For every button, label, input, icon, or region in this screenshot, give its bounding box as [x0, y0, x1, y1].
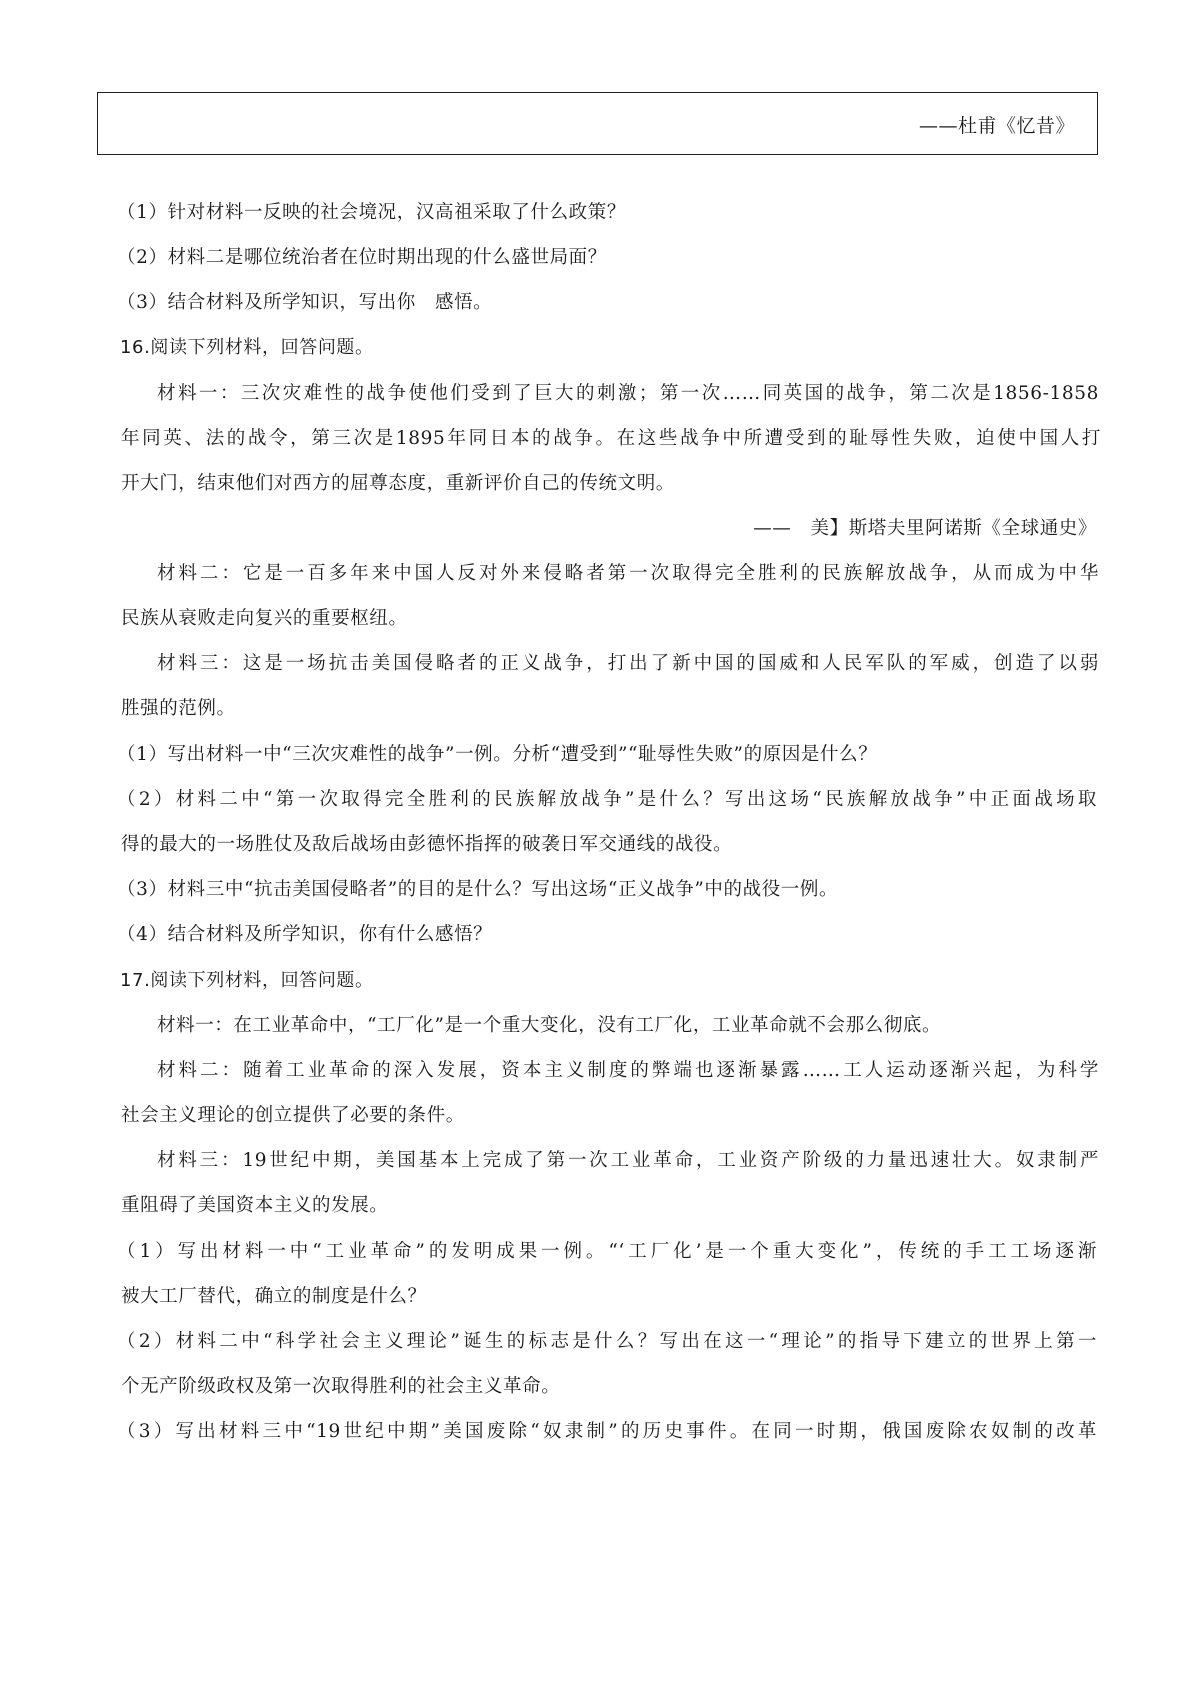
- q16-sub4: （4）结合材料及所学知识，你有什么感悟？: [117, 924, 493, 945]
- q17-material1: 材料一：在工业革命中，“工厂化”是一个重大变化，没有工厂化，工业革命就不会那么彻底。: [157, 1015, 942, 1036]
- q16-material1-line3: 开大门，结束他们对西方的屈尊态度，重新评价自己的传统文明。: [121, 473, 675, 494]
- q17-material2-line2: 社会主义理论的创立提供了必要的条件。: [121, 1105, 465, 1126]
- q17-material3-line2: 重阻碍了美国资本主义的发展。: [121, 1195, 389, 1216]
- q17-material3-line1: 材料三：19世纪中期，美国基本上完成了第一次工业革命，工业资产阶级的力量迅速壮大。奴隶制严: [157, 1150, 1099, 1171]
- q16-material1-line1: 材料一：三次灾难性的战争使他们受到了巨大的刺激；第一次……同英国的战争，第二次是1856-1858: [157, 383, 1099, 404]
- q16-material2-line2: 民族从衰败走向复兴的重要枢纽。: [121, 608, 408, 629]
- box-source-citation: ——杜甫《忆昔》: [918, 115, 1075, 137]
- q16-material2-line1: 材料二：它是一百多年来中国人反对外来侵略者第一次取得完全胜利的民族解放战争，从而成为中华: [157, 563, 1099, 584]
- q16-sub1: （1）写出材料一中“三次灾难性的战争”一例。分析“遭受到”“耻辱性失败”的原因是什么？: [117, 744, 878, 765]
- q16-material3-line1: 材料三：这是一场抗击美国侵略者的正义战争，打出了新中国的国威和人民军队的军威，创造了以弱: [157, 653, 1099, 674]
- q17-sub1-line1: （1）写出材料一中“工业革命”的发明成果一例。“‘工厂化’是一个重大变化”，传统的手工工场逐渐: [117, 1241, 1097, 1262]
- q16-material1-line2: 年同英、法的战令，第三次是1895年同日本的战争。在这些战争中所遭受到的耻辱性失败，迫使中国人打: [121, 428, 1101, 449]
- q17-material2-line1: 材料二：随着工业革命的深入发展，资本主义制度的弊端也逐渐暴露……工人运动逐渐兴起，为科学: [157, 1060, 1099, 1081]
- q15-sub1: （1）针对材料一反映的社会境况，汉高祖采取了什么政策？: [117, 202, 626, 223]
- q17-sub2-line2: 个无产阶级政权及第一次取得胜利的社会主义革命。: [121, 1376, 561, 1397]
- q15-sub3: （3）结合材料及所学知识，写出你 感悟。: [117, 292, 493, 313]
- q16-material3-line2: 胜强的范例。: [121, 698, 236, 719]
- q16-heading: 16.阅读下列材料，回答问题。: [120, 337, 374, 358]
- q16-sub2-line2: 得的最大的一场胜仗及敌后战场由彭德怀指挥的破袭日军交通线的战役。: [121, 834, 733, 855]
- q17-sub1-line2: 被大工厂替代，确立的制度是什么？: [121, 1286, 427, 1307]
- q17-sub2-line1: （2）材料二中“科学社会主义理论”诞生的标志是什么？写出在这一“理论”的指导下建立的世界上第一: [117, 1331, 1097, 1352]
- q17-heading: 17.阅读下列材料，回答问题。: [120, 970, 374, 991]
- q17-sub3-line1: （3）写出材料三中“19世纪中期”美国废除“奴隶制”的历史事件。在同一时期，俄国废除农奴制的改革: [117, 1421, 1097, 1442]
- q16-sub3: （3）材料三中“抗击美国侵略者”的目的是什么？写出这场“正义战争”中的战役一例。: [117, 879, 839, 900]
- q15-sub2: （2）材料二是哪位统治者在位时期出现的什么盛世局面？: [117, 247, 607, 268]
- q16-sub2-line1: （2）材料二中“第一次取得完全胜利的民族解放战争”是什么？写出这场“民族解放战争”中正面战场取: [117, 789, 1097, 810]
- q16-material1-source: —— 美】斯塔夫里阿诺斯《全球通史》: [753, 518, 1097, 539]
- source-box: [97, 92, 1098, 155]
